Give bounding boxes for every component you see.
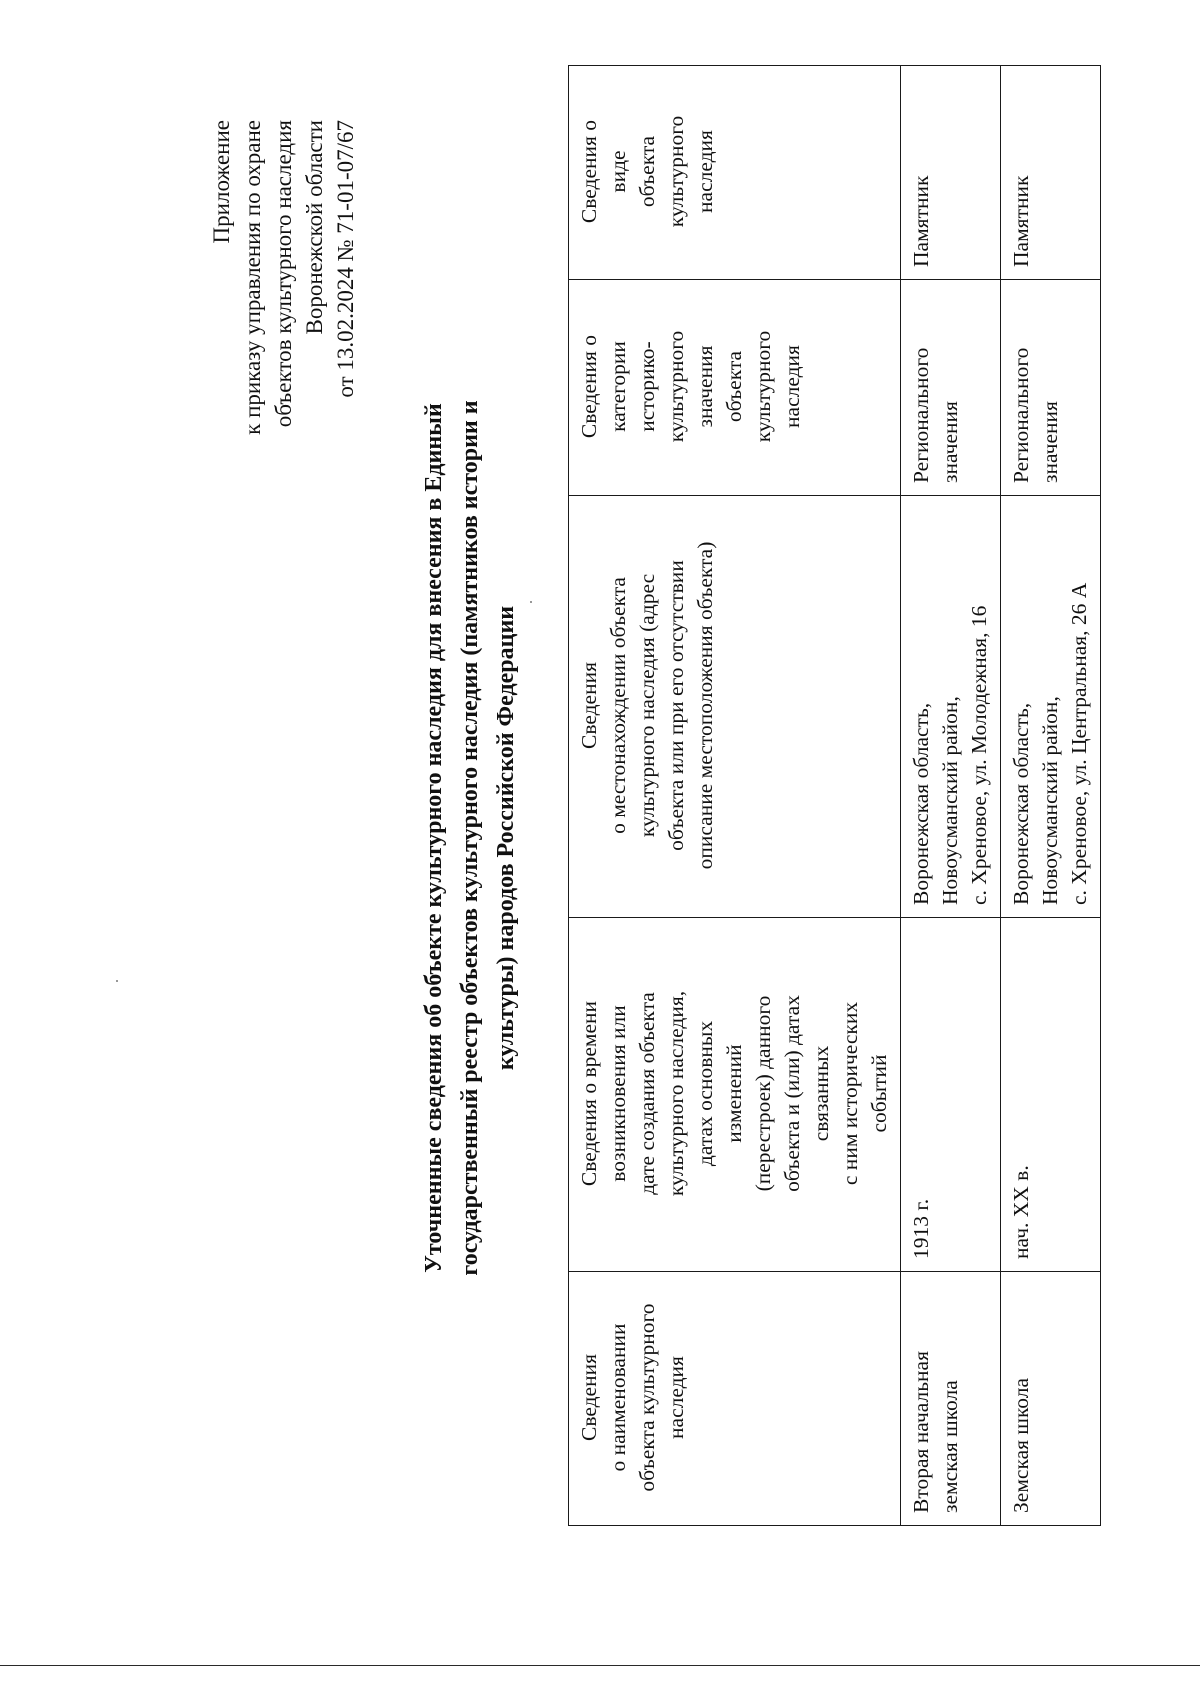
title-line-2: государственный реестр объектов культурного наследия (памятников истории и xyxy=(457,400,483,1276)
header-location: Сведения о местонахождении объекта культурного наследия (адрес объекта или при его отсутствии описание местоположения объекта) xyxy=(569,496,901,918)
scan-speck xyxy=(116,980,118,982)
heritage-table xyxy=(568,65,1101,1526)
appendix-authority-line: объектов культурного наследия xyxy=(271,120,296,428)
table-row xyxy=(1001,66,1101,1526)
scan-edge-line xyxy=(0,1665,1200,1666)
appendix-region-line: Воронежской области xyxy=(302,120,327,335)
header-date: Сведения о времени возникновения или дате создания объекта культурного наследия, датах основных изменений (перестроек) данного объекта и (или) датах связанных с ним исторических событий xyxy=(569,918,901,1272)
header-kind: Сведения о виде объекта культурного наследия xyxy=(569,66,901,280)
title-line-1: Уточненные сведения об объекте культурного наследия для внесения в Единый xyxy=(421,403,447,1273)
document-title xyxy=(416,193,524,1483)
cell-address: Воронежская область, Новоусманский район, с. Хреновое, ул. Молодежная, 16 xyxy=(901,496,1001,918)
cell-kind: Памятник xyxy=(901,66,1001,280)
cell-date: нач. XX в. xyxy=(1001,918,1101,1272)
cell-address: Воронежская область, Новоусманский район, с. Хреновое, ул. Центральная, 26 А xyxy=(1001,496,1101,918)
cell-kind: Памятник xyxy=(1001,66,1101,280)
appendix-order-line: к приказу управления по охране xyxy=(240,120,265,435)
appendix-date-number: от 13.02.2024 № 71-01-07/67 xyxy=(333,120,358,398)
table-header-row xyxy=(569,66,901,1526)
cell-name: Вторая начальная земская школа xyxy=(901,1272,1001,1526)
cell-category: Регионального значения xyxy=(1001,280,1101,496)
appendix-block xyxy=(206,120,361,435)
cell-category: Регионального значения xyxy=(901,280,1001,496)
cell-name: Земская школа xyxy=(1001,1272,1101,1526)
header-name: Сведения о наименовании объекта культурного наследия xyxy=(569,1272,901,1526)
title-line-3: культуры) народов Российской Федерации xyxy=(493,605,519,1071)
scan-speck xyxy=(530,601,532,603)
appendix-heading: Приложение xyxy=(209,120,234,244)
cell-date: 1913 г. xyxy=(901,918,1001,1272)
table-row xyxy=(901,66,1001,1526)
header-category: Сведения о категории историко- культурного значения объекта культурного наследия xyxy=(569,280,901,496)
